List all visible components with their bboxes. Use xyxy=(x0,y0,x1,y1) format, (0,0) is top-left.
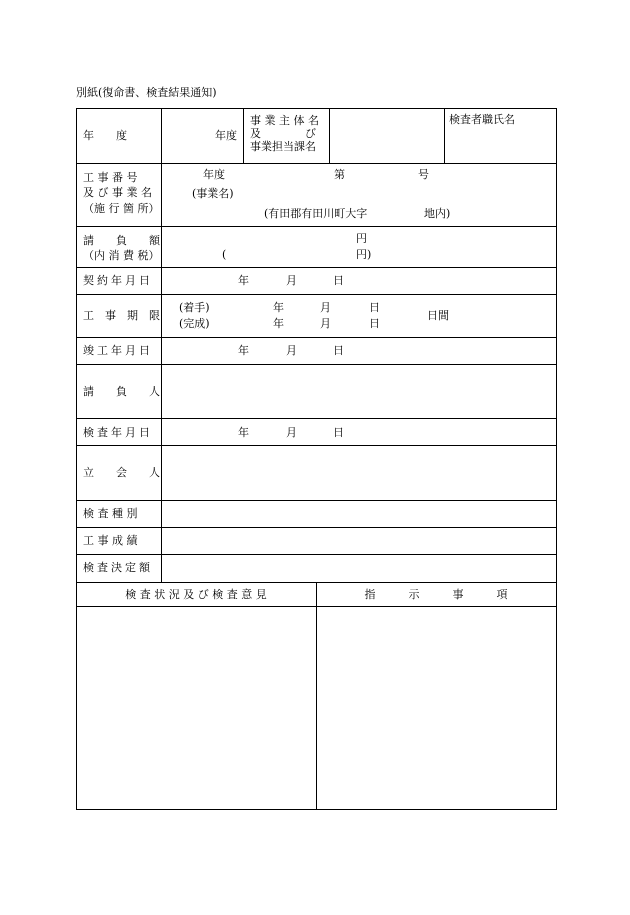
row-divider xyxy=(76,500,557,501)
row-divider xyxy=(76,445,557,446)
tax-paren-open: ( xyxy=(222,248,227,261)
business-name-placeholder: (事業名) xyxy=(192,187,234,200)
project-label-line-3: （施 行 箇 所） xyxy=(83,201,160,215)
period-end-year: 年 xyxy=(273,317,284,330)
row-divider xyxy=(76,226,557,227)
project-number-label xyxy=(83,170,160,216)
location-prefix: (有田郡有田川町大字 xyxy=(264,207,368,220)
tax-yen-close: 円) xyxy=(356,248,372,261)
inspection-opinion-area xyxy=(77,607,316,809)
period-start-day: 日 xyxy=(369,301,380,314)
inspection-date-day: 日 xyxy=(333,426,344,439)
contract-date-day: 日 xyxy=(333,274,344,287)
cell-divider xyxy=(329,108,330,163)
period-days: 日間 xyxy=(427,309,449,322)
contract-amount-label xyxy=(83,233,160,264)
work-result-label: 工 事 成 績 xyxy=(83,534,138,547)
row-divider xyxy=(76,267,557,268)
completion-date-month: 月 xyxy=(286,344,297,357)
label-column-divider xyxy=(161,108,162,582)
contract-date-year: 年 xyxy=(238,274,249,287)
project-label-line-2: 及 び 事 業 名 xyxy=(83,186,152,200)
business-entity-line-1: 事 業 主 体 名 xyxy=(250,114,319,127)
period-end-month: 月 xyxy=(320,317,331,330)
row-divider xyxy=(76,163,557,164)
table-bottom-border xyxy=(76,809,557,810)
inspection-opinion-header: 検 査 状 況 及 び 検 査 意 見 xyxy=(125,588,267,601)
period-start-year: 年 xyxy=(273,301,284,314)
project-number-suffix: 号 xyxy=(418,168,429,181)
contract-date-month: 月 xyxy=(286,274,297,287)
construction-period-label: 工 事 期 限 xyxy=(83,309,160,322)
contractor-label: 請 負 人 xyxy=(83,385,160,398)
business-entity-line-3: 事業担当課名 xyxy=(250,140,316,154)
year-label xyxy=(83,130,155,141)
fiscal-year-suffix: 年度 xyxy=(215,129,237,142)
inspection-date-label: 検査年月日 xyxy=(83,426,153,439)
completion-date-year: 年 xyxy=(238,344,249,357)
table-top-border xyxy=(76,108,557,109)
contract-amount-line-2: （内 消 費 税） xyxy=(83,249,160,263)
project-label-line-1: 工 事 番 号 xyxy=(83,171,138,184)
instruction-items-header: 指 示 事 項 xyxy=(364,588,508,601)
witness-label: 立 会 人 xyxy=(83,466,160,479)
business-entity-label xyxy=(250,114,319,154)
instruction-items-area xyxy=(317,607,556,809)
row-divider xyxy=(76,554,557,555)
inspection-date-month: 月 xyxy=(286,426,297,439)
amount-yen: 円 xyxy=(356,232,367,245)
cell-divider xyxy=(444,108,445,163)
period-end-day: 日 xyxy=(369,317,380,330)
table-right-border xyxy=(556,108,557,809)
business-entity-line-2: 及 び xyxy=(250,127,316,141)
project-year: 年度 xyxy=(203,168,225,181)
row-divider xyxy=(76,337,557,338)
inspection-type-label: 検 査 種 別 xyxy=(83,507,138,520)
row-divider xyxy=(76,364,557,365)
period-end-label: (完成) xyxy=(179,317,210,330)
inspection-date-year: 年 xyxy=(238,426,249,439)
year-label-text: 年 度 xyxy=(83,129,127,142)
inspector-name-label: 検査者職氏名 xyxy=(449,113,515,126)
period-start-label: (着手) xyxy=(179,301,210,314)
period-start-month: 月 xyxy=(320,301,331,314)
document-title: 別紙(復命書、検査結果通知) xyxy=(76,86,217,99)
row-divider xyxy=(76,294,557,295)
project-number-prefix: 第 xyxy=(334,168,345,181)
contract-amount-line-1: 請 負 額 xyxy=(83,234,160,247)
completion-date-day: 日 xyxy=(333,344,344,357)
contract-date-label: 契約年月日 xyxy=(83,274,153,287)
row-divider xyxy=(76,527,557,528)
row-divider xyxy=(76,418,557,419)
decided-amount-label: 検査決定額 xyxy=(83,561,153,574)
cell-divider xyxy=(243,108,244,163)
completion-date-label: 竣工年月日 xyxy=(83,344,153,357)
location-suffix: 地内) xyxy=(424,207,451,220)
